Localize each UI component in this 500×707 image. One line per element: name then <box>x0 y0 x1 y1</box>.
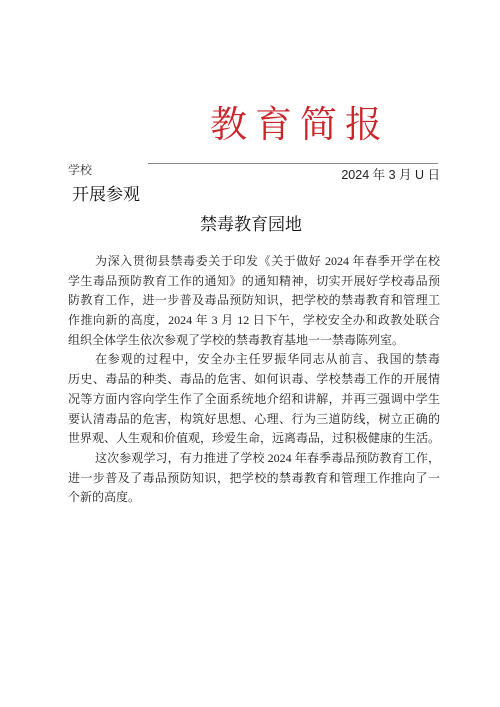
paragraph-line: 在参观的过程中，安全办主任罗振华同志从前言、我国的禁毒 <box>95 352 440 367</box>
paragraph-line: 进一步普及了毒品预防知识，把学校的禁毒教育和管理工作推向了一 <box>68 470 440 485</box>
headline-line-2: 禁毒教育园地 <box>200 215 302 235</box>
paragraph-2 <box>68 350 440 448</box>
paragraph-line: 防教育工作，进一步普及毒品预防知识，把学校的禁毒教育和管理工 <box>68 293 440 308</box>
paragraph-line: 组织全体学生依次参观了学校的禁毒教育基地一一禁毒陈列室。 <box>68 332 405 347</box>
headline-line-1: 开展参观 <box>72 185 140 205</box>
bulletin-title: 教育简报 <box>210 103 390 146</box>
issue-date: 2024 年 3 月 U 日 <box>341 168 440 182</box>
header-divider <box>148 163 438 164</box>
paragraph-line: 历史、毒品的种类、毒品的危害、如何识毒、学校禁毒工作的开展情 <box>68 372 440 387</box>
paragraph-3 <box>68 449 440 508</box>
paragraph-line: 作推向新的高度，2024 年 3 月 12 日下午，学校安全办和政教处联合 <box>68 313 440 328</box>
paragraph-line: 学生毒品预防教育工作的通知》的通知精神，切实开展好学校毒品预 <box>68 273 440 288</box>
paragraph-1 <box>68 252 440 350</box>
paragraph-line: 世界观、人生观和价值观，珍爱生命，远离毒品，过积极健康的生活。 <box>68 431 441 446</box>
paragraph-line: 个新的高度。 <box>68 490 141 505</box>
paragraph-line: 要认清毒品的危害，构筑好思想、心理、行为三道防线，树立正确的 <box>68 411 440 426</box>
paragraph-line: 为深入贯彻县禁毒委关于印发《关于做好 2024 年春季开学在校 <box>95 254 440 268</box>
school-label: 学校 <box>68 163 93 177</box>
article-body <box>68 252 440 508</box>
paragraph-line: 这次参观学习，有力推进了学校 2024 年春季毒品预防教育工作， <box>95 450 440 465</box>
paragraph-line: 况等方面内容向学生作了全面系统地介绍和讲解，并再三强调中学生 <box>68 391 440 406</box>
